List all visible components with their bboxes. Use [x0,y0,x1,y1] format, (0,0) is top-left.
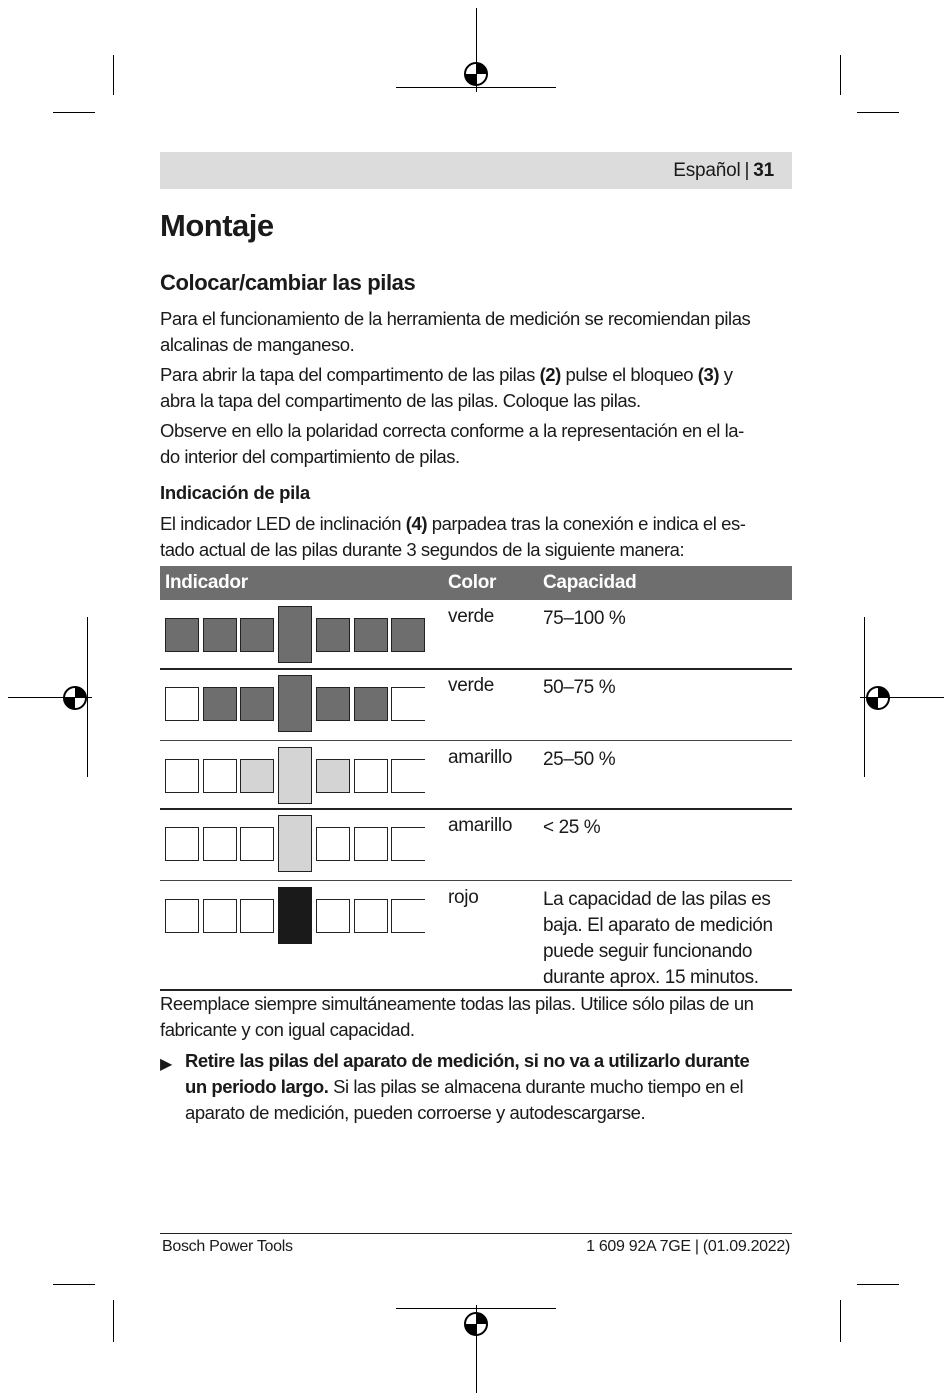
led-indicator-off [354,899,388,933]
reference-number: (3) [697,364,720,385]
capacity-line: puede seguir funcionando [543,941,753,962]
table-row-divider [160,740,792,741]
warning-bold-span: un periodo largo. [185,1076,329,1097]
header-separator: | [744,160,750,181]
header-color: Color [448,572,497,593]
capacity-line: 25–50 % [543,749,616,770]
header-indicator: Indicador [165,572,248,593]
led-indicator-off [165,899,199,933]
text-span: pulse el bloqueo [560,364,698,385]
text-line: abra la tapa del compartimento de las pilas. Coloque las pilas. [160,390,641,411]
led-indicator-off [391,687,425,721]
registration-mark-icon [60,683,90,713]
page-header [160,152,792,189]
page-number: 31 [753,160,774,181]
led-indicator-dark [278,675,312,732]
led-indicator-dark [354,687,388,721]
capacity-line: 75–100 % [543,608,626,629]
text-line [160,362,800,388]
led-indicator-light [240,759,274,793]
led-indicator-dark [165,618,199,652]
paragraph-polarity [160,418,800,470]
text-line: Observe en ello la polaridad correcta conforme a la representación en el la- [160,420,744,441]
led-indicator-dark [203,687,237,721]
text-line: fabricante y con igual capacidad. [160,1019,415,1040]
led-indicator-off [316,899,350,933]
warning-text [185,1048,800,1126]
text-span: y [719,364,733,385]
led-indicator-dark [391,618,425,652]
header-text [673,160,774,182]
subsection-title: Colocar/cambiar las pilas [160,270,416,295]
led-indicator-off [354,827,388,861]
led-indicator-dark [278,606,312,663]
capacity-line: < 25 % [543,817,601,838]
text-line: do interior del compartimiento de pilas. [160,446,460,467]
capacity-cell [543,747,793,773]
header-capacity: Capacidad [543,572,637,593]
text-line: Reemplace siempre simultáneamente todas las pilas. Utilice sólo pilas de un [160,993,754,1014]
led-indicator-off [165,827,199,861]
led-indicator-off [391,759,425,793]
color-cell: rojo [448,887,479,908]
registration-mark-icon [461,1309,491,1339]
table-row-divider [160,668,792,670]
text-span: parpadea tras la conexión e indica el es- [427,513,746,534]
color-cell: verde [448,675,495,696]
text-span: Para abrir la tapa del compartimento de las pilas [160,364,540,385]
led-indicator-off [165,687,199,721]
capacity-cell [543,815,793,841]
text-line [160,511,800,537]
led-indicator-dark [354,618,388,652]
led-indicator-off [316,827,350,861]
table-row-divider [160,808,792,810]
led-indicator-off [240,899,274,933]
paragraph-replace-all [160,991,800,1043]
battery-indicator-title: Indicación de pila [160,482,310,503]
text-line [185,1048,800,1074]
capacity-line: La capacidad de las pilas es [543,889,771,910]
led-indicator-light [278,815,312,872]
led-indicator-dark [240,618,274,652]
capacity-line: durante aprox. 15 minutos. [543,967,759,988]
table-header [160,566,792,600]
text-line: tado actual de las pilas durante 3 segundos de la siguiente manera: [160,539,685,560]
led-indicator-dark [316,687,350,721]
text-line: alcalinas de manganeso. [160,334,355,355]
capacity-line: 50–75 % [543,677,616,698]
capacity-cell [543,887,793,991]
reference-number: (2) [539,364,561,385]
led-indicator-off [240,827,274,861]
footer-doc-number: 1 609 92A 7GE | (01.09.2022) [586,1238,790,1255]
header-language: Español [673,160,741,181]
led-indicator-light [316,759,350,793]
led-indicator-off [203,899,237,933]
footer-divider [160,1233,792,1234]
registration-mark-icon [461,59,491,89]
bullet-triangle-icon: ▶ [160,1056,172,1073]
led-indicator-dark [240,687,274,721]
paragraph-open-cover [160,362,800,414]
led-indicator-off [391,827,425,861]
led-indicator-dark [316,618,350,652]
led-indicator-off [391,899,425,933]
text-line [185,1074,800,1100]
text-span: Si las pilas se almacena durante mucho tiempo en el [328,1076,744,1097]
table-row-divider [160,880,792,881]
led-indicator-off [203,759,237,793]
color-cell: amarillo [448,815,513,836]
led-indicator-off [354,759,388,793]
footer-brand: Bosch Power Tools [162,1238,293,1255]
capacity-line: baja. El aparato de medición [543,915,773,936]
warning-bold-line: Retire las pilas del aparato de medición, si no va a utilizarlo durante [185,1050,750,1071]
text-line: aparato de medición, pueden corroerse y autodescargarse. [185,1102,646,1123]
paragraph-indicator-intro [160,511,800,563]
capacity-cell [543,675,793,701]
led-indicator-black [278,887,312,944]
paragraph-alkaline [160,306,800,358]
color-cell: verde [448,606,495,627]
led-indicator-off [203,827,237,861]
text-span: El indicador LED de inclinación [160,513,406,534]
capacity-cell [543,606,793,632]
reference-number: (4) [405,513,428,534]
led-indicator-off [165,759,199,793]
color-cell: amarillo [448,747,513,768]
led-indicator-light [278,747,312,804]
text-line: Para el funcionamiento de la herramienta de medición se recomiendan pilas [160,308,751,329]
section-title: Montaje [160,208,274,243]
registration-mark-icon [863,683,893,713]
led-indicator-dark [203,618,237,652]
